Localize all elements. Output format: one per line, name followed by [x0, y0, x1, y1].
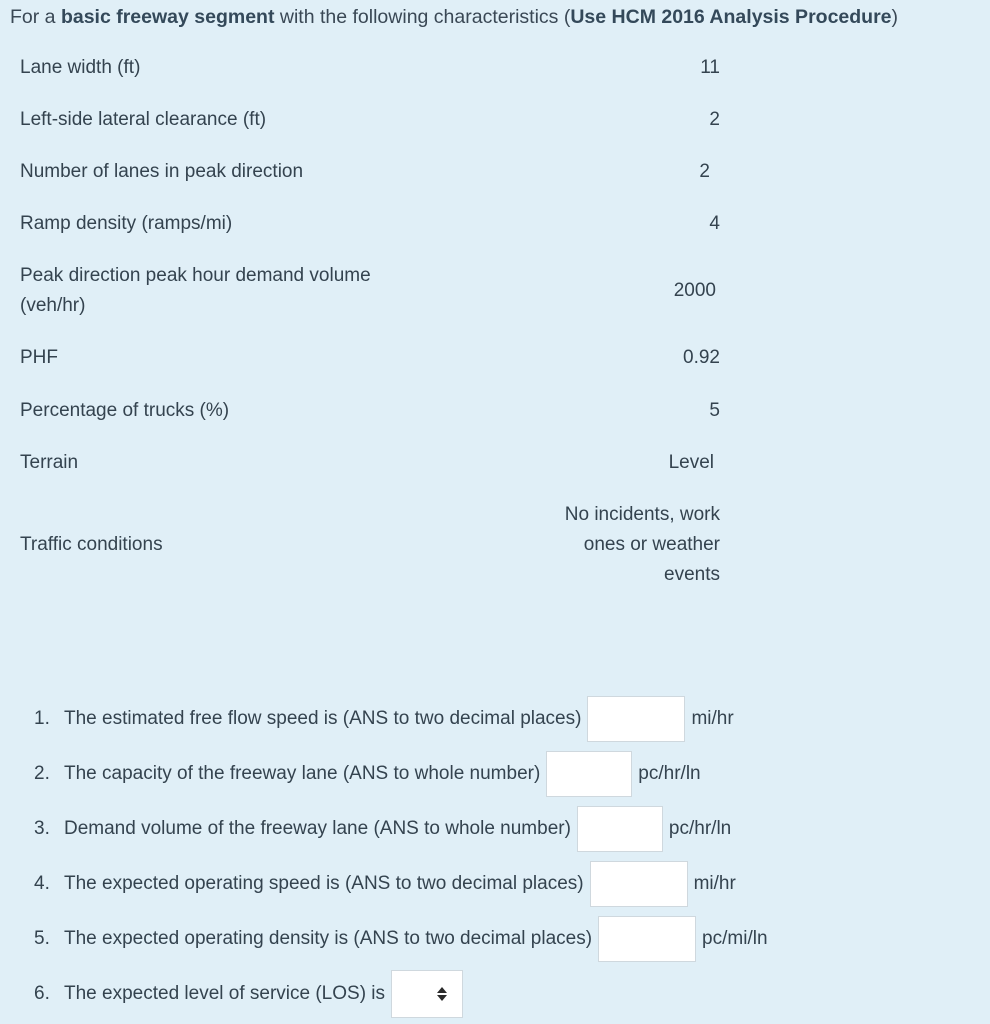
intro-prefix: For a	[10, 6, 61, 28]
los-select[interactable]	[391, 970, 463, 1018]
row-label-lateral-clearance: Left-side lateral clearance (ft)	[20, 109, 267, 130]
row-label-trucks: Percentage of trucks (%)	[20, 400, 230, 421]
question-4-text: The expected operating speed is (ANS to two decimal places)	[64, 873, 584, 894]
question-1-text: The estimated free flow speed is (ANS to two decimal places)	[64, 708, 582, 729]
question-4	[34, 860, 736, 908]
question-6-number: 6.	[34, 983, 50, 1004]
intro-bold-procedure: Use HCM 2016 Analysis Procedure	[570, 6, 892, 28]
question-1	[34, 695, 734, 743]
row-value-terrain: Level	[668, 452, 714, 473]
question-3-number: 3.	[34, 818, 50, 839]
question-2-number: 2.	[34, 763, 50, 784]
question-3-unit: pc/hr/ln	[668, 818, 732, 839]
question-5-unit: pc/mi/ln	[702, 928, 768, 949]
question-2-unit: pc/hr/ln	[638, 763, 701, 784]
capacity-input[interactable]	[546, 751, 632, 797]
row-label-ramp-density: Ramp density (ramps/mi)	[20, 213, 233, 234]
question-6	[34, 970, 463, 1018]
row-value-lane-width: 11	[700, 57, 720, 78]
intro-suffix: )	[891, 6, 899, 28]
question-3-text: Demand volume of the freeway lane (ANS to whole number)	[64, 818, 571, 839]
row-value-phf: 0.92	[683, 347, 720, 368]
row-label-number-of-lanes: Number of lanes in peak direction	[20, 161, 304, 182]
row-value-demand-volume: 2000	[673, 280, 716, 301]
row-label-traffic-conditions: Traffic conditions	[20, 534, 163, 555]
question-4-number: 4.	[34, 873, 50, 894]
question-2	[34, 750, 701, 798]
row-value-number-of-lanes: 2	[699, 161, 710, 182]
intro-middle: with the following characteristics (	[274, 6, 571, 28]
operating-density-input[interactable]	[598, 916, 696, 962]
problem-intro	[10, 6, 898, 29]
demand-volume-input[interactable]	[577, 806, 663, 852]
operating-speed-input[interactable]	[590, 861, 688, 907]
row-value-traffic-conditions: No incidents, work ones or weather events	[564, 504, 720, 585]
intro-bold-segment: basic freeway segment	[60, 6, 275, 28]
question-3	[34, 805, 731, 853]
free-flow-speed-input[interactable]	[587, 696, 685, 742]
question-5-number: 5.	[34, 928, 50, 949]
question-5	[34, 915, 768, 963]
row-value-trucks: 5	[709, 400, 720, 421]
question-1-unit: mi/hr	[691, 708, 734, 729]
question-5-text: The expected operating density is (ANS to two decimal places)	[64, 928, 593, 949]
row-value-lateral-clearance: 2	[709, 109, 720, 130]
row-label-lane-width: Lane width (ft)	[20, 57, 141, 78]
question-6-text: The expected level of service (LOS) is	[64, 983, 386, 1004]
up-down-arrows-icon	[437, 987, 447, 1001]
row-value-ramp-density: 4	[709, 213, 720, 234]
question-1-number: 1.	[34, 708, 50, 729]
row-label-demand-volume: Peak direction peak hour demand volume (veh/hr)	[20, 265, 371, 316]
row-label-phf: PHF	[20, 347, 58, 368]
question-2-text: The capacity of the freeway lane (ANS to whole number)	[64, 763, 541, 784]
question-4-unit: mi/hr	[693, 873, 736, 894]
row-label-terrain: Terrain	[20, 452, 79, 473]
